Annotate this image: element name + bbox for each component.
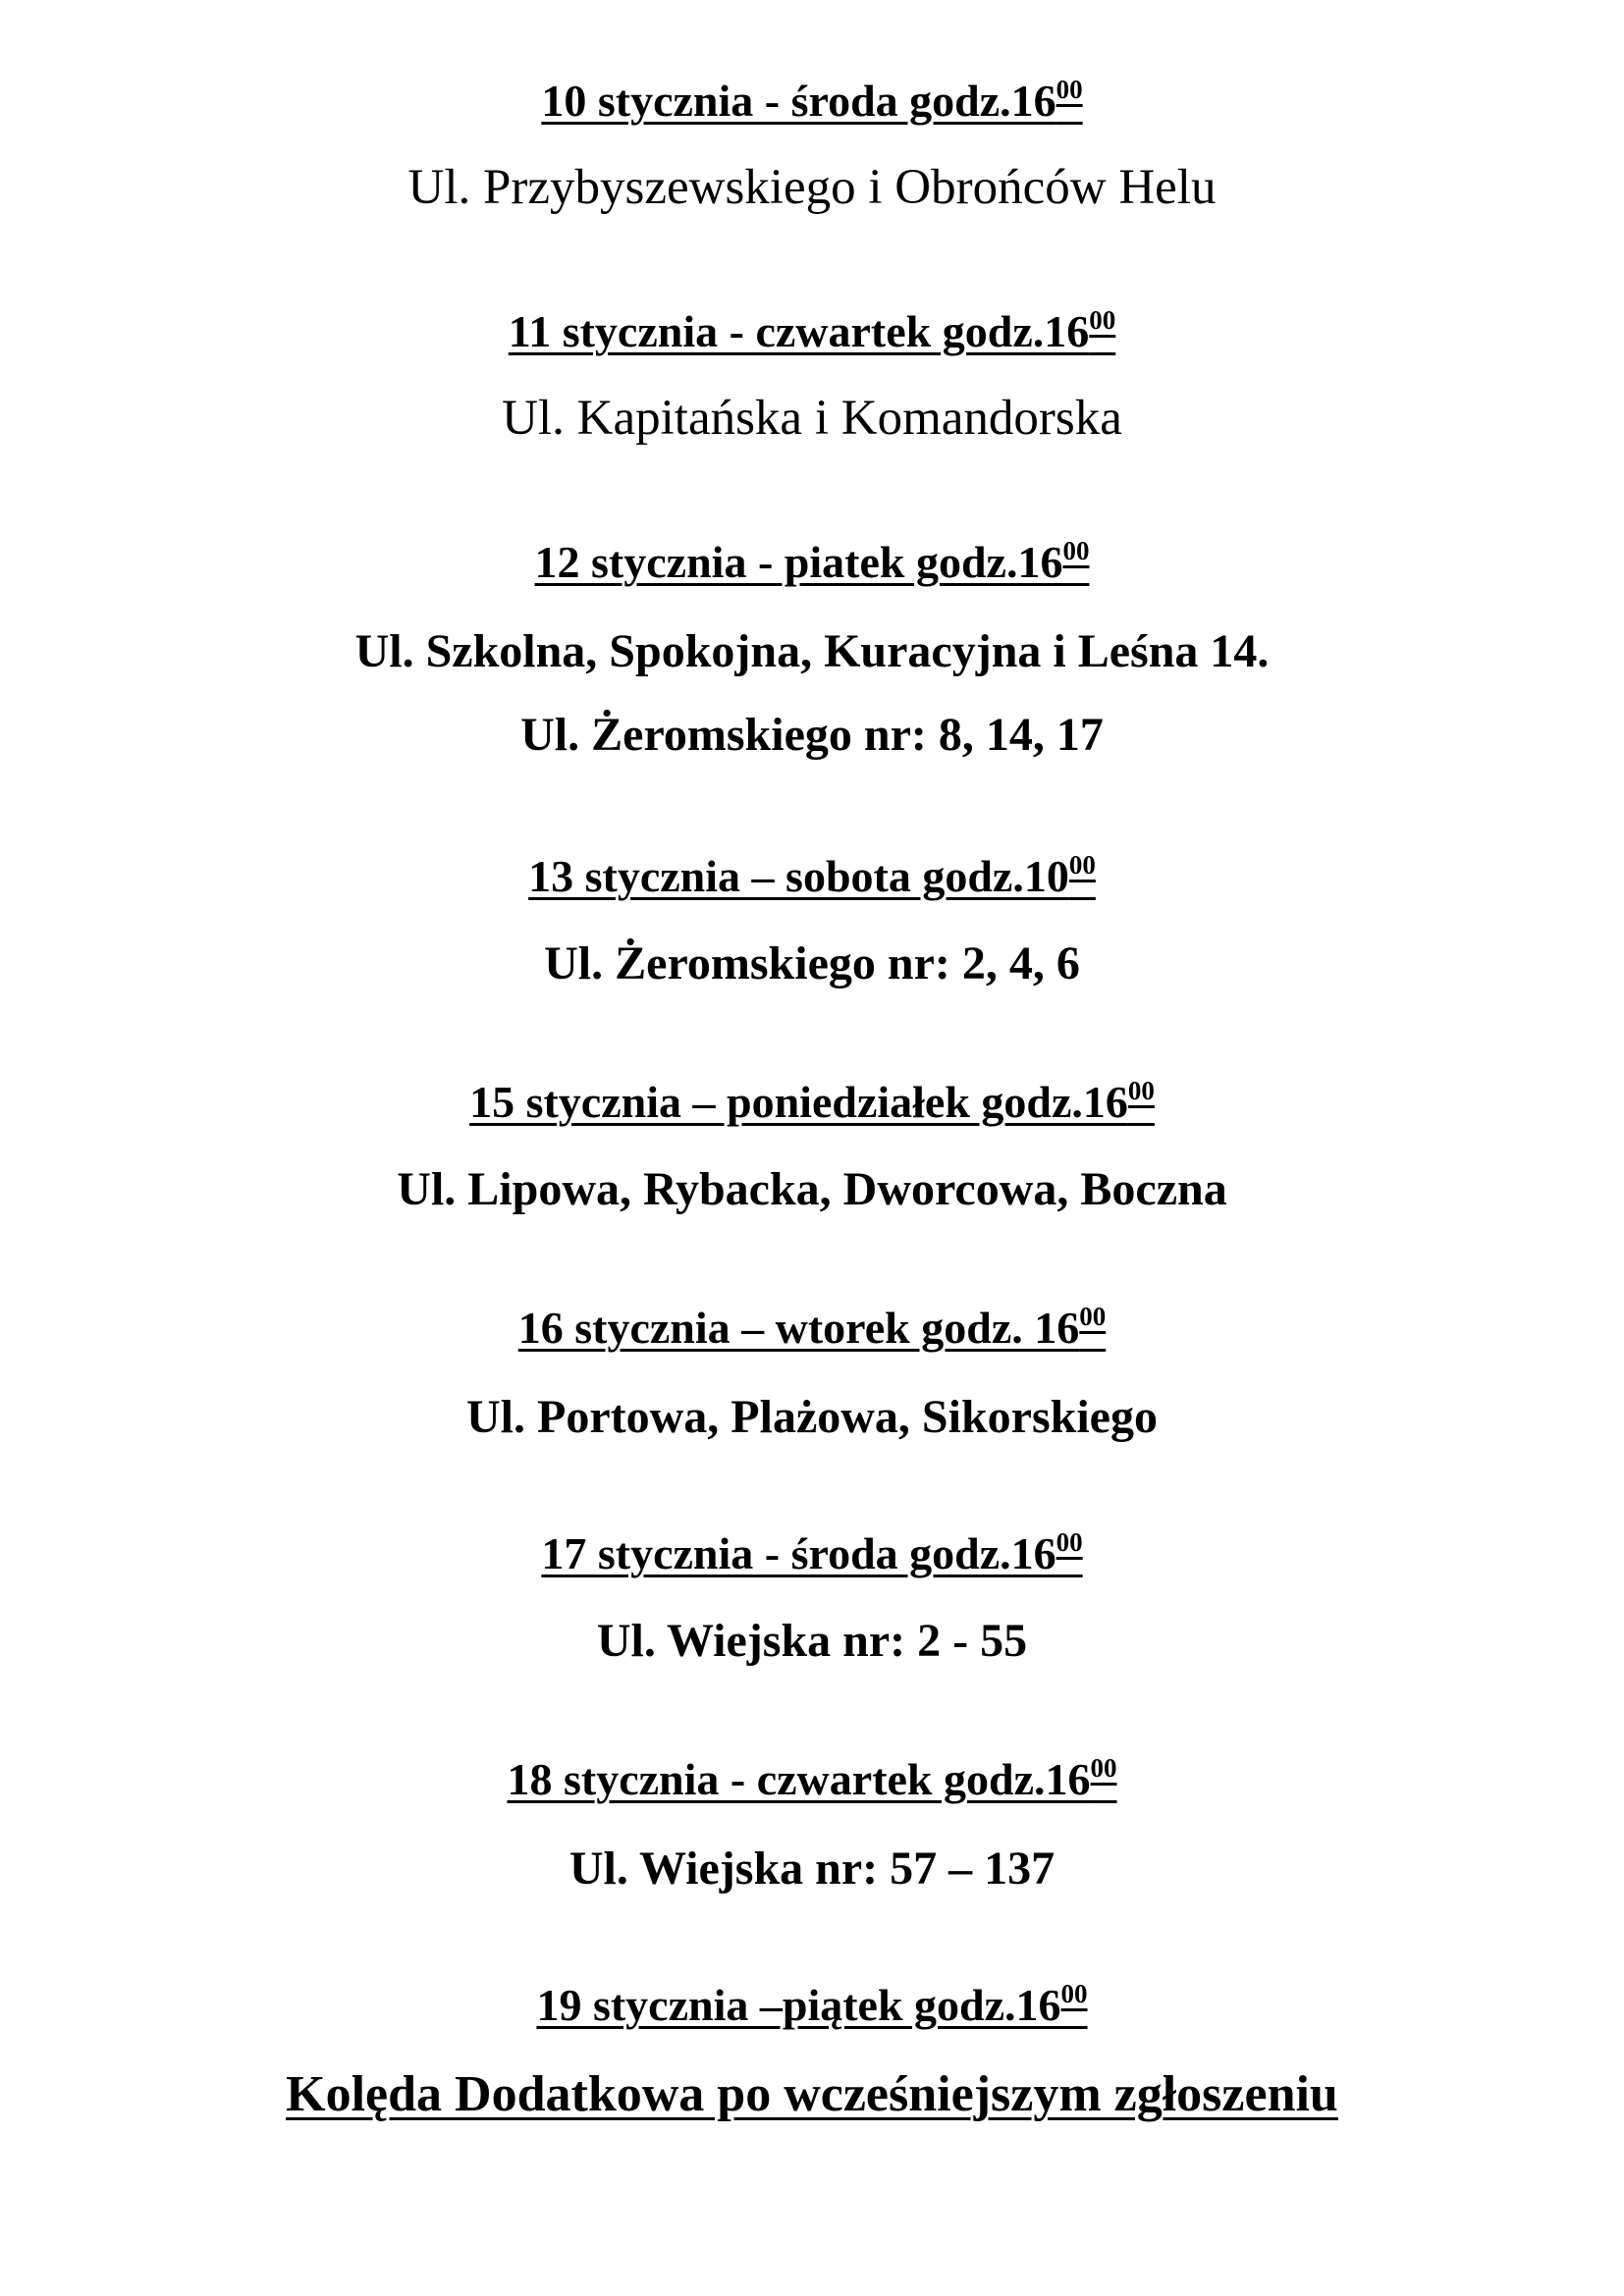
date-heading-2 — [0, 305, 1624, 356]
time-minutes: 00 — [1127, 1076, 1155, 1105]
time-minutes: 00 — [1062, 536, 1090, 565]
date-text: 19 stycznia –piątek godz.16 — [536, 1980, 1061, 2030]
date-heading-7 — [0, 1527, 1624, 1578]
time-minutes: 00 — [1090, 1753, 1117, 1783]
date-heading-3 — [0, 536, 1624, 587]
date-heading-1 — [0, 75, 1624, 126]
address-line: Ul. Szkolna, Spokojna, Kuracyjna i Leśna 14. — [354, 625, 1270, 677]
address-line: Ul. Portowa, Plażowa, Sikorskiego — [466, 1391, 1158, 1443]
final-note: Kolęda Dodatkowa po wcześniejszym zgłoszeniu — [286, 2066, 1338, 2122]
address-line: Ul. Żeromskiego nr: 8, 14, 17 — [520, 709, 1104, 761]
date-text: 15 stycznia – poniedziałek godz.16 — [469, 1077, 1128, 1127]
date-text: 10 stycznia - środa godz.16 — [541, 76, 1056, 126]
time-minutes: 00 — [1068, 850, 1096, 880]
date-heading-5 — [0, 1076, 1624, 1127]
date-text: 17 stycznia - środa godz.16 — [541, 1528, 1056, 1578]
time-minutes: 00 — [1079, 1302, 1107, 1331]
time-minutes: 00 — [1056, 1527, 1083, 1557]
address-line: Ul. Wiejska nr: 57 – 137 — [568, 1842, 1056, 1895]
time-minutes: 00 — [1089, 305, 1116, 335]
date-text: 18 stycznia - czwartek godz.16 — [507, 1754, 1091, 1804]
time-minutes: 00 — [1056, 75, 1083, 104]
address-line: Ul. Lipowa, Rybacka, Dworcowa, Boczna — [397, 1163, 1227, 1215]
date-text: 13 stycznia – sobota godz.10 — [528, 851, 1069, 901]
address-line: Ul. Kapitańska i Komandorska — [502, 391, 1122, 446]
address-line: Ul. Żeromskiego nr: 2, 4, 6 — [544, 937, 1080, 989]
date-text: 16 stycznia – wtorek godz. 16 — [517, 1303, 1080, 1353]
date-heading-8 — [0, 1753, 1624, 1804]
date-heading-9 — [0, 1979, 1624, 2030]
date-text: 11 stycznia - czwartek godz.16 — [508, 306, 1090, 356]
address-line: Ul. Wiejska nr: 2 - 55 — [596, 1615, 1028, 1667]
time-minutes: 00 — [1060, 1979, 1088, 2008]
date-text: 12 stycznia - piatek godz.16 — [534, 537, 1063, 587]
date-heading-4 — [0, 850, 1624, 901]
address-line: Ul. Przybyszewskiego i Obrońców Helu — [407, 160, 1217, 215]
date-heading-6 — [0, 1302, 1624, 1353]
